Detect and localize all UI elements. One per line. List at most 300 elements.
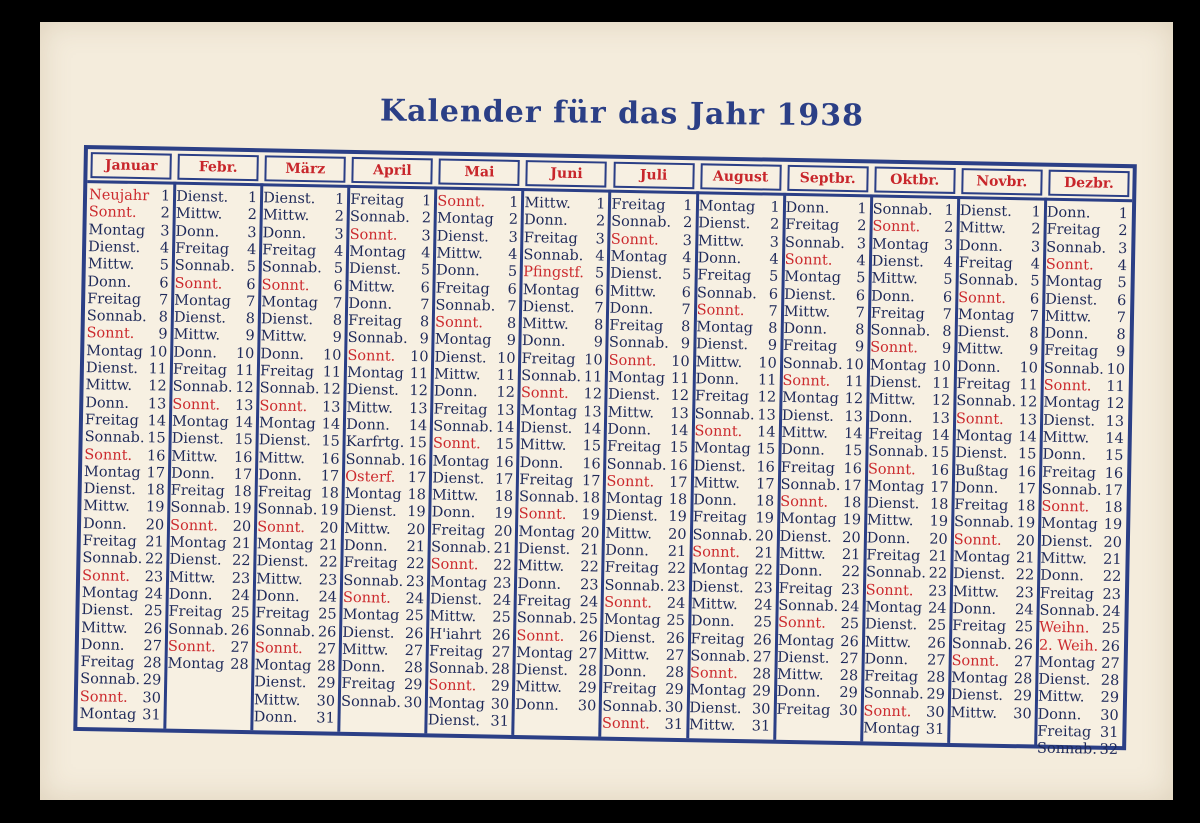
day-row: [950, 601, 1037, 620]
weekday-label: Freitag: [1041, 464, 1097, 482]
day-number: 1: [596, 196, 606, 213]
weekday-label: Mittw.: [348, 278, 396, 296]
day-number: 15: [930, 444, 950, 462]
weekday-label: H'iahrt: [429, 625, 482, 643]
weekday-label: Dienst.: [605, 508, 658, 525]
day-row: [435, 193, 522, 212]
day-row: [518, 403, 605, 422]
day-row: [433, 297, 520, 316]
day-row: [435, 211, 522, 230]
weekday-label: Sonnt.: [610, 231, 659, 249]
weekday-label: Sonnab.: [340, 693, 402, 711]
day-number: 4: [856, 253, 866, 270]
day-number: 16: [320, 450, 340, 468]
day-row: [949, 653, 1036, 672]
day-number: 12: [844, 391, 864, 408]
day-row: [339, 676, 426, 695]
day-number: 31: [1099, 724, 1119, 742]
day-row: [955, 359, 1042, 378]
day-row: [777, 563, 864, 582]
weekday-label: Sonnab.: [82, 550, 143, 568]
day-number: 8: [506, 315, 517, 333]
weekday-label: Montag: [79, 706, 137, 724]
day-row: [689, 613, 776, 632]
day-row: [429, 522, 516, 541]
weekday-label: Sonnab.: [694, 405, 755, 423]
weekday-label: Freitag: [431, 522, 486, 540]
weekday-label: Mittw.: [603, 646, 650, 664]
weekday-label: Sonnab.: [518, 489, 580, 507]
weekday-label: Donn.: [168, 586, 213, 604]
day-row: [776, 598, 863, 617]
weekday-label: Sonnt.: [169, 517, 219, 535]
weekday-label: Donn.: [785, 199, 830, 217]
weekday-label: Sonnab.: [428, 660, 489, 678]
day-number: 25: [666, 612, 686, 630]
weekday-label: Montag: [865, 599, 923, 617]
day-number: 3: [1030, 238, 1041, 256]
day-number: 18: [494, 488, 514, 506]
day-number: 14: [669, 422, 689, 440]
day-number: 22: [1102, 569, 1122, 586]
weekday-label: Montag: [167, 655, 225, 673]
day-row: [346, 296, 433, 315]
day-number: 25: [753, 614, 773, 631]
month-column: [164, 151, 262, 730]
weekday-label: Mittw.: [346, 399, 394, 417]
day-number: 17: [581, 472, 601, 490]
day-row: [953, 428, 1040, 447]
day-row: [428, 574, 515, 593]
weekday-label: Donn.: [515, 696, 560, 714]
day-row: [261, 190, 348, 209]
day-row: [79, 637, 166, 656]
day-number: 5: [420, 262, 431, 279]
weekday-label: Donn.: [1042, 446, 1087, 464]
day-row: [429, 539, 516, 558]
day-number: 10: [671, 353, 690, 370]
weekday-label: Donn.: [776, 684, 821, 701]
day-row: [863, 617, 950, 636]
weekday-label: Sonnt.: [870, 339, 919, 357]
weekday-label: Montag: [784, 269, 842, 287]
day-number: 28: [317, 658, 336, 675]
day-number: 13: [1018, 411, 1038, 429]
weekday-label: Freitag: [435, 279, 490, 297]
day-number: 26: [491, 627, 511, 644]
day-number: 5: [856, 270, 866, 287]
day-number: 8: [593, 317, 604, 334]
day-row: [430, 470, 517, 489]
day-number: 25: [405, 608, 424, 625]
weekday-label: Mittw.: [864, 633, 912, 651]
day-number: 23: [492, 575, 512, 592]
day-row: [258, 346, 345, 365]
day-number: 28: [752, 666, 772, 683]
weekday-label: Dienst.: [175, 188, 229, 206]
day-number: 30: [838, 702, 858, 719]
day-number: 30: [316, 693, 336, 710]
day-row: [340, 624, 427, 643]
day-row: [80, 568, 167, 587]
day-number: 11: [148, 361, 168, 378]
day-number: 31: [142, 707, 161, 724]
day-number: 5: [507, 263, 518, 281]
weekday-label: Sonnab.: [435, 297, 496, 315]
day-number: 13: [1105, 413, 1125, 430]
day-number: 13: [321, 399, 341, 416]
day-row: [951, 549, 1038, 568]
weekday-label: Montag: [344, 485, 402, 503]
weekday-label: Sonnab.: [956, 393, 1017, 411]
weekday-label: Montag: [605, 490, 663, 508]
weekday-label: Mittw.: [515, 679, 563, 697]
day-row: [173, 241, 260, 260]
day-row: [432, 366, 519, 385]
weekday-label: Donn.: [1044, 325, 1089, 343]
weekday-label: Montag: [608, 369, 666, 387]
day-number: 12: [757, 389, 777, 407]
weekday-label: Dienst.: [693, 457, 747, 475]
day-number: 15: [669, 439, 689, 457]
day-number: 12: [1105, 396, 1125, 413]
day-number: 26: [753, 631, 772, 649]
day-number: 8: [1029, 325, 1039, 342]
weekday-label: Osterf.: [345, 468, 396, 486]
weekday-label: Sonnt.: [1041, 498, 1090, 516]
weekday-label: Sonnab.: [696, 284, 758, 302]
day-number: 29: [142, 672, 162, 689]
day-number: 6: [159, 274, 169, 292]
day-number: 25: [579, 611, 599, 628]
day-row: [515, 576, 602, 595]
weekday-label: Sonnab.: [80, 671, 141, 689]
day-row: [863, 599, 950, 618]
day-row: [427, 643, 514, 662]
day-number: 14: [408, 417, 428, 435]
day-row: [348, 209, 435, 228]
day-number: 15: [234, 431, 253, 449]
day-number: 7: [1116, 309, 1127, 326]
weekday-label: Sonnab.: [516, 610, 577, 628]
day-row: [82, 464, 169, 483]
day-number: 1: [509, 194, 519, 211]
day-number: 19: [494, 505, 513, 523]
day-number: 20: [232, 518, 252, 535]
weekday-label: Mittw.: [697, 232, 745, 250]
day-number: 6: [333, 278, 343, 295]
day-number: 2: [769, 216, 780, 234]
day-number: 24: [231, 587, 251, 605]
day-number: 30: [490, 696, 510, 713]
day-number: 3: [769, 234, 780, 251]
weekday-label: Sonnt.: [349, 226, 398, 244]
day-number: 16: [146, 447, 166, 465]
day-number: 27: [404, 642, 424, 660]
weekday-label: Dienst.: [777, 649, 830, 667]
day-row: [607, 300, 694, 319]
day-row: [519, 351, 606, 370]
weekday-label: Freitag: [866, 547, 921, 565]
day-number: 29: [926, 686, 946, 704]
weekday-label: Freitag: [776, 701, 831, 719]
day-row: [954, 411, 1041, 430]
day-number: 30: [142, 689, 162, 707]
day-number: 17: [668, 474, 688, 491]
day-row: [521, 264, 608, 283]
day-row: [166, 621, 253, 640]
weekday-label: Donn.: [255, 588, 300, 605]
day-row: [340, 659, 427, 678]
day-row: [1043, 308, 1130, 327]
day-number: 17: [755, 476, 775, 493]
day-number: 26: [840, 633, 859, 650]
month-header: Oktbr.: [874, 166, 956, 193]
day-row: [252, 709, 339, 728]
day-row: [343, 469, 430, 488]
weekday-label: Sonnab.: [606, 456, 667, 474]
day-row: [174, 206, 261, 225]
day-row: [1040, 481, 1127, 500]
weekday-label: Sonnt.: [88, 204, 137, 222]
weekday-label: Montag: [169, 534, 227, 552]
day-row: [513, 679, 600, 698]
day-row: [871, 201, 958, 220]
weekday-label: Freitag: [350, 191, 405, 209]
day-row: [688, 631, 775, 650]
weekday-label: Donn.: [523, 212, 568, 230]
day-number: 9: [1028, 342, 1039, 359]
weekday-label: Freitag: [780, 459, 835, 477]
day-row: [1039, 499, 1126, 518]
weekday-label: Montag: [871, 236, 929, 254]
weekday-label: Sonnt.: [430, 556, 479, 574]
day-number: 7: [855, 304, 865, 322]
day-number: 14: [582, 421, 602, 438]
day-row: [261, 208, 348, 227]
weekday-label: Dienst.: [1045, 291, 1098, 309]
day-number: 21: [667, 543, 687, 561]
day-row: [82, 447, 169, 466]
month-header: August: [700, 163, 782, 190]
day-number: 12: [583, 386, 603, 403]
day-number: 13: [844, 408, 864, 425]
weekday-label: Sonnab.: [868, 443, 929, 461]
day-row: [87, 204, 174, 223]
day-number: 15: [756, 441, 776, 458]
day-row: [170, 396, 257, 415]
day-number: 19: [145, 499, 165, 516]
weekday-label: Dienst.: [695, 336, 749, 354]
weekday-label: Montag: [434, 331, 492, 349]
day-number: 13: [408, 400, 428, 417]
day-row: [780, 407, 867, 426]
weekday-label: Donn.: [521, 333, 566, 351]
day-number: 9: [941, 341, 952, 358]
day-row: [426, 695, 513, 714]
day-row: [518, 420, 605, 439]
day-row: [695, 250, 782, 269]
day-row: [519, 385, 606, 404]
day-row: [1038, 551, 1125, 570]
day-number: 23: [928, 583, 947, 600]
day-number: 7: [332, 295, 343, 312]
day-row: [342, 503, 429, 522]
day-row: [694, 319, 781, 338]
day-number: 6: [768, 286, 779, 303]
day-row: [255, 502, 342, 521]
day-number: 25: [927, 617, 947, 635]
day-number: 10: [148, 343, 168, 361]
day-row: [861, 720, 948, 739]
day-row: [778, 494, 865, 513]
weekday-label: Sonnab.: [345, 451, 406, 469]
weekday-label: Dienst.: [950, 687, 1004, 705]
weekday-label: Donn.: [260, 345, 305, 363]
day-number: 9: [767, 337, 778, 355]
day-number: 17: [1104, 482, 1123, 499]
day-number: 30: [577, 697, 597, 715]
day-row: [85, 274, 172, 293]
day-row: [341, 572, 428, 591]
day-number: 9: [158, 326, 168, 343]
day-number: 11: [844, 373, 864, 391]
weekday-label: Donn.: [262, 224, 307, 242]
weekday-label: Sonnab.: [690, 647, 751, 666]
day-row: [778, 511, 865, 530]
day-row: [345, 365, 432, 384]
day-number: 2: [247, 207, 258, 224]
weekday-label: Sonnt.: [172, 396, 221, 414]
weekday-label: Montag: [516, 644, 573, 662]
weekday-label: Sonnt.: [872, 218, 921, 236]
day-row: [513, 697, 600, 716]
day-row: [519, 368, 606, 387]
day-number: 19: [755, 510, 775, 528]
weekday-label: Dienst.: [517, 541, 571, 558]
day-number: 5: [768, 268, 779, 285]
day-row: [605, 456, 692, 475]
weekday-label: Dienst.: [87, 238, 141, 256]
weekday-label: Montag: [261, 294, 319, 312]
weekday-label: Sonnt.: [608, 352, 657, 370]
day-number: 29: [1013, 688, 1033, 705]
month-header: März: [265, 155, 347, 182]
day-row: [348, 192, 435, 211]
weekday-label: Dienst.: [955, 445, 1008, 463]
day-row: [870, 253, 957, 272]
weekday-label: Donn.: [956, 358, 1001, 376]
weekday-label: Donn.: [173, 344, 218, 362]
day-row: [430, 487, 517, 506]
weekday-label: Sonnt.: [694, 423, 743, 440]
day-row: [948, 705, 1035, 724]
weekday-label: Montag: [1038, 654, 1096, 672]
day-number: 14: [234, 414, 254, 432]
day-number: 28: [578, 663, 598, 680]
day-row: [776, 632, 863, 651]
weekday-label: Dienst.: [871, 253, 924, 271]
month-header: Febr.: [177, 154, 259, 181]
weekday-label: Dienst.: [436, 228, 489, 246]
day-number: 2: [944, 220, 954, 237]
day-number: 11: [1106, 378, 1125, 396]
day-number: 24: [753, 597, 773, 614]
day-number: 28: [142, 655, 162, 672]
weekday-label: Donn.: [695, 371, 740, 389]
day-number: 17: [233, 466, 253, 483]
day-row: [603, 543, 690, 562]
day-number: 5: [1117, 275, 1127, 292]
day-number: 5: [681, 267, 692, 284]
day-number: 27: [578, 645, 598, 663]
weekday-label: Freitag: [516, 592, 572, 610]
weekday-label: Mittw.: [1037, 688, 1085, 706]
weekday-label: Sonnab.: [602, 698, 663, 716]
weekday-label: Donn.: [693, 492, 737, 510]
day-number: 14: [1105, 430, 1124, 447]
day-number: 1: [247, 190, 258, 207]
weekday-label: Dienst.: [171, 430, 224, 448]
day-row: [79, 619, 166, 638]
weekday-label: Montag: [256, 536, 314, 554]
day-row: [431, 436, 518, 455]
weekday-label: Sonnab.: [523, 246, 584, 265]
day-number: 8: [855, 322, 865, 339]
day-number: 21: [928, 548, 948, 565]
weekday-label: 2. Weih.: [1038, 637, 1099, 655]
day-row: [602, 594, 689, 613]
day-number: 4: [769, 251, 779, 268]
day-number: 3: [943, 237, 954, 254]
day-row: [864, 582, 951, 601]
weekday-label: Mittw.: [866, 512, 914, 530]
day-row: [606, 352, 693, 371]
day-number: 17: [843, 477, 862, 495]
day-row: [515, 610, 602, 629]
weekday-label: Mittw.: [431, 487, 479, 505]
weekday-label: Freitag: [1037, 723, 1092, 741]
day-number: 26: [404, 625, 424, 642]
day-number: 4: [159, 240, 170, 257]
weekday-label: Dienst.: [522, 298, 575, 316]
day-row: [693, 389, 780, 408]
weekday-label: Sonnab.: [778, 597, 839, 615]
weekday-label: Sonnt.: [437, 193, 486, 211]
day-number: 11: [496, 367, 516, 384]
day-row: [86, 222, 173, 241]
weekday-label: Montag: [863, 720, 920, 738]
month-header: Juli: [613, 162, 695, 189]
day-row: [429, 505, 516, 524]
day-row: [517, 455, 604, 474]
day-number: 8: [419, 314, 430, 331]
weekday-label: Sonnab.: [863, 685, 924, 703]
day-row: [428, 609, 515, 628]
day-row: [956, 307, 1043, 326]
weekday-label: Mittw.: [434, 366, 481, 384]
weekday-label: Sonnt.: [951, 652, 1000, 670]
weekday-label: Freitag: [1046, 221, 1101, 239]
day-number: 3: [856, 235, 867, 252]
day-number: 2: [421, 210, 432, 227]
day-number: 11: [1019, 377, 1038, 394]
weekday-label: Freitag: [82, 533, 137, 551]
weekday-label: Sonnab.: [257, 501, 318, 519]
day-row: [1044, 257, 1131, 276]
day-row: [170, 414, 257, 433]
day-number: 19: [232, 501, 252, 518]
